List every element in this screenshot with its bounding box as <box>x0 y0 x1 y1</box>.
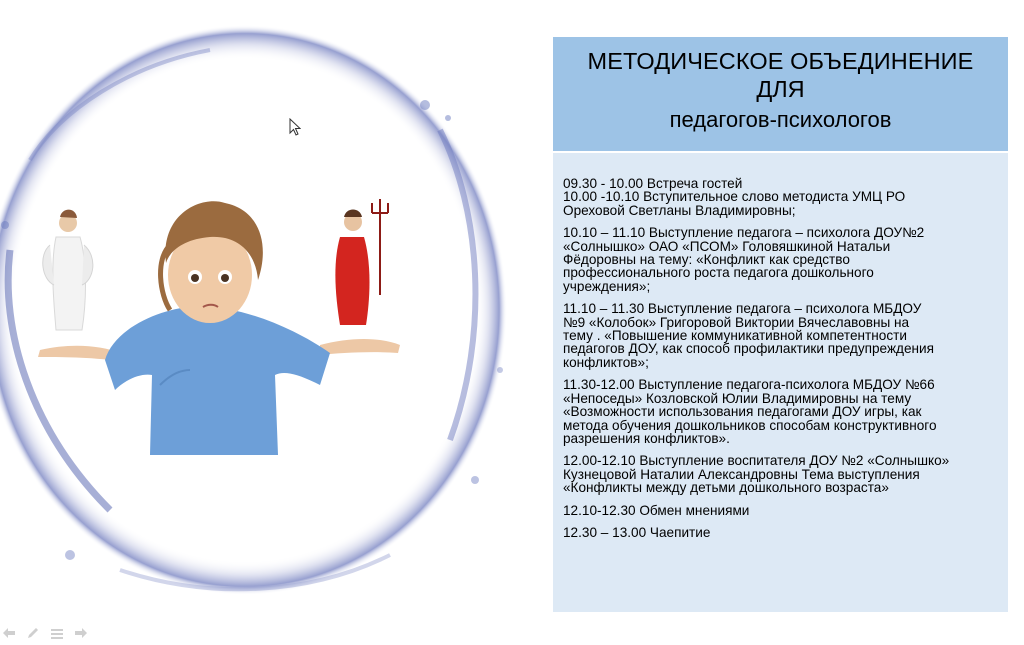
slides-menu-icon[interactable] <box>50 626 64 640</box>
schedule-line: Ореховой Светланы Владимировны; <box>563 202 796 218</box>
schedule-line: 09.30 - 10.00 Встреча гостей <box>563 176 743 191</box>
schedule-line: Кузнецовой Наталии Александровны Тема выступления <box>563 466 920 482</box>
angel-figure <box>43 210 93 330</box>
schedule-line: педагогов ДОУ, как способ профилактики предупреждения <box>563 341 935 357</box>
devil-figure <box>335 199 388 325</box>
schedule-line: 12.00-12.10 Выступление воспитателя ДОУ №2 «Солнышко» <box>563 453 950 469</box>
schedule-line: 10.10 – 11.10 Выступление педагога – психолога ДОУ№2 <box>563 225 925 241</box>
schedule-line: «Непоседы» Козловской Юлии Владимировны на тему <box>563 390 912 406</box>
schedule-line: метода обучения дошкольников способам конструктивного <box>563 417 937 433</box>
agenda-header <box>553 37 1008 151</box>
arrow-left-icon[interactable] <box>2 626 16 640</box>
schedule-item <box>563 504 1000 517</box>
schedule-list <box>553 153 1008 539</box>
schedule-line: «Конфликты между детьми дошкольного возраста» <box>563 480 889 496</box>
schedule-item <box>563 378 1000 445</box>
title-line-1: МЕТОДИЧЕСКОЕ ОБЪЕДИНЕНИЕ <box>587 48 974 74</box>
schedule-line: учреждения»; <box>563 278 651 294</box>
title-line-3: педагогов-психологов <box>669 107 892 132</box>
schedule-line: «Возможности использования педагогами ДОУ игры, как <box>563 404 922 420</box>
schedule-item <box>563 526 1000 539</box>
schedule-line: 12.10-12.30 Обмен мнениями <box>563 502 750 518</box>
schedule-line: профессионального роста педагога дошкольного <box>563 265 874 281</box>
schedule-line: 11.30-12.00 Выступление педагога-психолога МБДОУ №66 <box>563 377 935 393</box>
schedule-line: №9 «Колобок» Григоровой Виктории Вячеславовны на <box>563 314 910 330</box>
schedule-item <box>563 302 1000 369</box>
schedule-line: 12.30 – 13.00 Чаепитие <box>563 524 711 540</box>
arrow-right-icon[interactable] <box>74 626 88 640</box>
title-line-2: ДЛЯ <box>756 76 805 102</box>
schedule-line: 10.00 -10.10 Вступительное слово методиста УМЦ РО <box>563 189 906 205</box>
schedule-line: Фёдоровны на тему: «Конфликт как средство <box>563 252 850 268</box>
schedule-line: тему . «Повышение коммуникативной компетентности <box>563 328 907 344</box>
slideshow-controls <box>2 626 88 642</box>
mouse-cursor-icon <box>289 118 301 136</box>
schedule-line: разрешения конфликтов». <box>563 430 730 446</box>
schedule-item <box>563 454 1000 494</box>
schedule-line: «Солнышко» ОАО «ПСОМ» Головяшкиной Натальи <box>563 238 891 254</box>
schedule-item <box>563 226 1000 293</box>
schedule-line: конфликтов»; <box>563 354 649 370</box>
schedule-item <box>563 177 1000 217</box>
schedule-line: 11.10 – 11.30 Выступление педагога – психолога МБДОУ <box>563 301 922 317</box>
pen-icon[interactable] <box>26 626 40 640</box>
girl-angel-devil-illustration <box>20 185 420 475</box>
agenda-panel <box>553 37 1008 612</box>
